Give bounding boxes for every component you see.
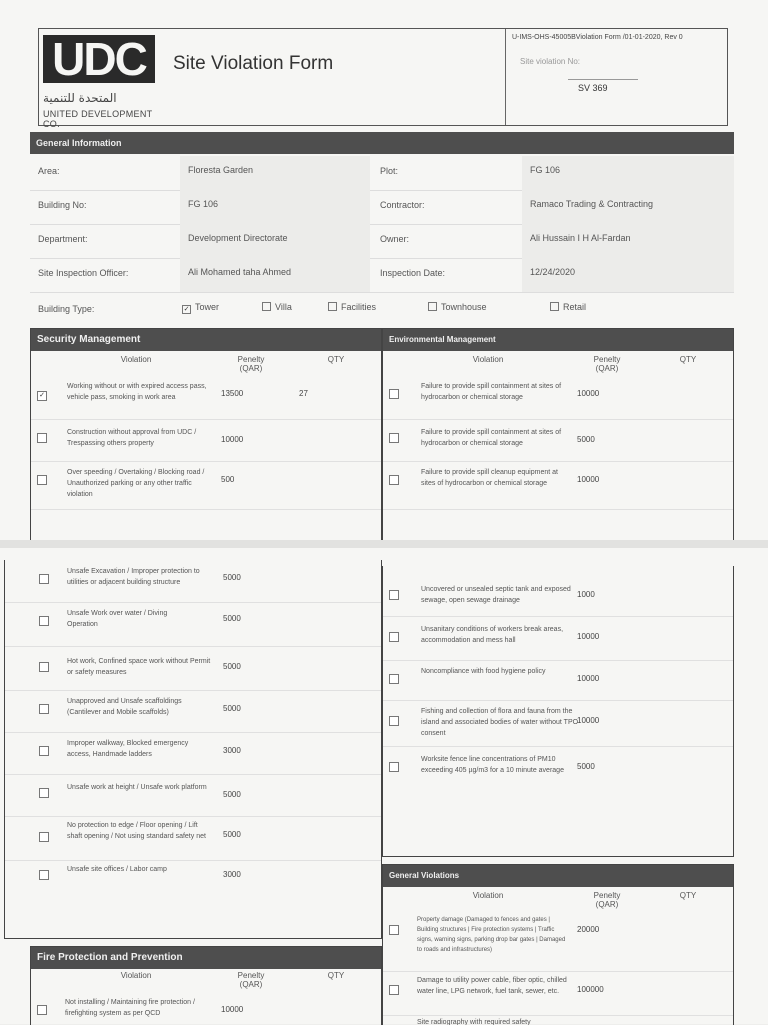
violation-text: Not installing / Maintaining fire protection / firefighting system as per QCD [65,999,195,1017]
violation-checkbox[interactable] [389,590,399,600]
col-qty: QTY [327,355,345,364]
building-value: FG 106 [188,199,219,209]
col-penalty: Penelty (QAR) [237,971,265,989]
col-penalty: Penelty (QAR) [237,355,265,373]
area-label: Area: [38,166,60,176]
violation-checkbox[interactable] [389,985,399,995]
violation-text: Worksite fence line concentrations of PM10 exceeding 405 µg/m3 for a 10 minute average [421,756,564,774]
violation-checkbox[interactable] [39,662,49,672]
environmental-row-4 [383,576,733,617]
violation-text: Property damage (Damaged to fences and gates | Building structures | Fire protection systems | Traffic signs, warning signs, parking drop bar gates | Damaged to roads and infrastructures) [417,917,566,953]
date-value: 12/24/2020 [530,267,576,277]
logo-english-text: UNITED DEVELOPMENT CO. [43,109,153,129]
general-violation-row-2 [383,971,733,1016]
security-heading: Security Management [31,329,381,351]
violation-penalty: 5000 [223,704,241,713]
row-officer-date [30,258,734,293]
violation-text: Improper walkway, Blocked emergency access, Handmade ladders [67,740,189,758]
violation-text: Working without or with expired access pass, vehicle pass, smoking in work area [67,383,207,401]
violation-text: Unsafe Work over water / Diving Operation [67,610,168,628]
col-qty: QTY [679,891,697,900]
violation-penalty: 5000 [223,573,241,582]
violation-text: Damage to utility power cable, fiber optic, chilled water line, LPG network, fuel tank, sewer, etc. [417,977,567,995]
violation-checkbox[interactable] [37,433,47,443]
violation-text: Noncompliance with food hygiene policy [421,668,546,675]
checkbox-facilities[interactable] [328,302,337,311]
security-row-6 [5,646,381,691]
violation-text: Construction without approval from UDC / Trespassing others property [67,429,197,447]
logo-arabic-text: المتحدة للتنمية [43,91,117,105]
department-label: Department: [38,234,88,244]
environmental-row-5 [383,616,733,661]
row-department-owner [30,224,734,259]
form-reference-box [505,29,728,125]
violation-text: No protection to edge / Floor opening / Lift shaft opening / Not using standard safety net [67,822,206,840]
violation-penalty: 20000 [577,925,600,934]
col-violation: Violation [472,891,504,900]
row-building-type [30,292,734,326]
environmental-row-6 [383,660,733,701]
violation-text: Failure to provide spill cleanup equipment at sites of hydrocarbon or chemical storage [421,469,558,487]
type-facilities[interactable]: Facilities [328,302,376,312]
environmental-row-8 [383,746,733,792]
general-info-heading: General Information [30,132,734,154]
col-violation: Violation [120,355,152,364]
owner-label: Owner: [380,234,410,244]
violation-checkbox[interactable] [37,1005,47,1015]
violation-checkbox[interactable] [37,475,47,485]
violation-penalty: 10000 [221,1005,244,1014]
violation-penalty: 10000 [577,632,600,641]
officer-label: Site Inspection Officer: [38,268,129,278]
environmental-management-continued [382,566,734,857]
violation-penalty: 5000 [577,762,595,771]
violation-penalty: 10000 [577,389,600,398]
security-row-10 [5,816,381,861]
contractor-value: Ramaco Trading & Contracting [530,199,654,209]
col-penalty: Penelty (QAR) [593,891,621,909]
violation-checkbox[interactable] [389,674,399,684]
environmental-management-section [382,328,734,541]
udc-logo: UDC [43,35,155,83]
building-type-label: Building Type: [38,304,95,314]
environmental-row-2 [383,419,733,462]
type-retail[interactable]: Retail [550,302,586,312]
type-townhouse[interactable]: Townhouse [428,302,487,312]
environmental-row-7 [383,700,733,747]
violation-qty[interactable]: 27 [299,389,308,398]
environmental-row-1 [383,375,733,420]
violation-checkbox[interactable] [39,704,49,714]
violation-text: Uncovered or unsealed septic tank and exposed sewage, open sewage drainage [421,586,571,604]
date-label: Inspection Date: [380,268,446,278]
violation-penalty: 10000 [221,435,244,444]
col-violation: Violation [472,355,504,364]
violation-text: Fishing and collection of flora and fauna from the island and associated bodies of water without TPO consent [421,708,579,737]
security-row-1 [31,375,381,420]
building-label: Building No: [38,200,87,210]
violation-checkbox[interactable] [389,716,399,726]
contractor-label: Contractor: [380,200,425,210]
violation-text: Unsanitary conditions of workers break areas, accommodation and mess hall [421,626,564,644]
col-penalty: Penelty (QAR) [593,355,621,373]
violation-penalty: 5000 [223,790,241,799]
site-violation-label: Site violation No: [520,57,581,66]
department-value: Development Directorate [188,233,288,243]
violation-text: Failure to provide spill containment at sites of hydrocarbon or chemical storage [421,429,562,447]
security-row-3 [31,461,381,510]
security-management-continued [4,560,382,939]
fire-row-1 [31,993,381,1025]
col-violation: Violation [120,971,152,980]
violation-text: Over speeding / Overtaking / Blocking road / Unauthorized parking or any other traffic violation [67,469,205,498]
type-tower[interactable]: ✓ Tower [182,302,219,314]
violation-penalty: 5000 [577,435,595,444]
violation-checkbox[interactable] [389,475,399,485]
violation-checkbox[interactable] [39,870,49,880]
checkbox-tower[interactable] [182,305,191,314]
violation-checkbox[interactable] [389,925,399,935]
checkbox-townhouse[interactable] [428,302,437,311]
owner-value: Ali Hussain I H Al-Fardan [530,233,631,243]
violation-checkbox[interactable] [39,832,49,842]
environmental-heading: Environmental Management [383,329,733,351]
violation-checkbox[interactable] [389,389,399,399]
violation-text: Unsafe site offices / Labor camp [67,866,167,873]
col-qty: QTY [327,971,345,980]
violation-text: Unsafe work at height / Unsafe work platform [67,784,207,791]
checkbox-villa[interactable] [262,302,271,311]
violation-text: Hot work, Confined space work without Permit or safety measures [67,658,211,676]
violation-checkbox[interactable]: ✓ [37,391,47,401]
general-violation-row-1 [383,913,733,972]
violation-checkbox[interactable] [39,788,49,798]
form-reference: U-IMS-OHS-45005BViolation Form /01-01-2020, Rev 0 [512,34,683,41]
area-value: Floresta Garden [188,165,254,175]
violation-text: Site radiography with required safety [417,1019,531,1025]
form-title: Site Violation Form [173,53,334,74]
violation-penalty: 3000 [223,746,241,755]
violation-text: Failure to provide spill containment at sites of hydrocarbon or chemical storage [421,383,562,401]
col-qty: QTY [679,355,697,364]
fire-protection-section [30,946,382,1025]
fire-protection-heading: Fire Protection and Prevention [31,947,381,969]
checkbox-retail[interactable] [550,302,559,311]
violation-text: Unapproved and Unsafe scaffoldings (Cantilever and Mobile scaffolds) [67,698,182,716]
general-violations-section [382,864,734,1025]
violation-checkbox[interactable] [39,574,49,584]
row-area-plot [30,156,734,191]
security-row-11 [5,860,381,888]
security-management-section [30,328,382,541]
form-page-2 [0,548,768,1024]
environmental-row-3 [383,461,733,510]
violation-penalty: 1000 [577,590,595,599]
violation-penalty: 3000 [223,870,241,879]
violation-checkbox[interactable] [389,632,399,642]
violation-penalty: 5000 [223,662,241,671]
violation-penalty: 10000 [577,716,600,725]
plot-value: FG 106 [530,165,561,175]
security-row-4 [5,560,381,603]
security-row-7 [5,690,381,733]
violation-penalty: 10000 [577,674,600,683]
row-building-contractor [30,190,734,225]
violation-penalty: 10000 [577,475,600,484]
security-row-8 [5,732,381,775]
violation-penalty: 5000 [223,614,241,623]
security-row-5 [5,602,381,647]
violation-penalty: 500 [221,475,235,484]
security-row-9 [5,774,381,817]
violation-penalty: 100000 [577,985,604,994]
violation-penalty: 13500 [221,389,244,398]
plot-label: Plot: [380,166,399,176]
violation-penalty: 5000 [223,830,241,839]
violation-checkbox[interactable] [39,746,49,756]
violation-checkbox[interactable] [389,762,399,772]
violation-checkbox[interactable] [389,433,399,443]
violation-text: Unsafe Excavation / Improper protection to utilities or adjacent building structure [67,568,200,586]
type-villa[interactable]: Villa [262,302,292,312]
officer-value: Ali Mohamed taha Ahmed [188,267,292,277]
form-header [38,28,728,129]
violation-checkbox[interactable] [39,616,49,626]
security-row-2 [31,419,381,462]
site-violation-number: SV 369 [578,83,608,93]
general-violations-heading: General Violations [383,865,733,887]
